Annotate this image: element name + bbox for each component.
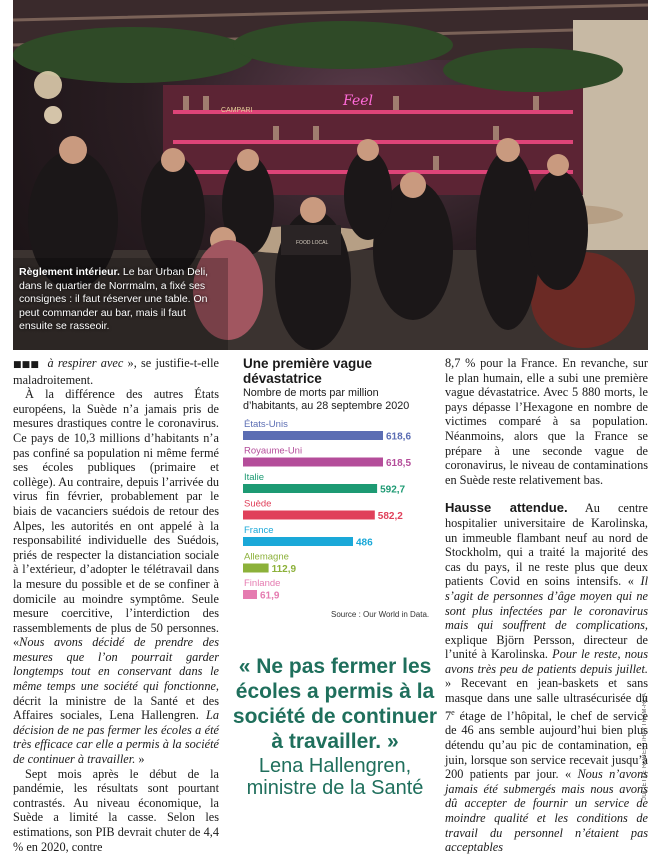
chart-value-label: 486	[356, 537, 373, 549]
paragraph: Sept mois après le début de la pandémie, les résultats sont pourtant contrastés. Au niveau économique, la Suède a limité la casse. Selon les estimations, son PIB devrait chuter de 4,4 % en 2020, contre	[13, 766, 219, 854]
chart-value-label: 582,2	[377, 511, 403, 522]
chart-category-label: États-Unis	[244, 419, 288, 430]
chart-source: Source : Our World in Data.	[331, 610, 430, 619]
chart-value-label: 61,9	[260, 590, 280, 602]
article-column-3	[445, 356, 648, 855]
quote-fragment: La décision de ne pas fermer les écoles a été très efficace car elle a permis à la société de continuer à travailler.	[13, 708, 219, 767]
pull-quote	[226, 654, 444, 799]
superscript: e	[451, 707, 455, 717]
continuation-marks: ■■■	[13, 360, 39, 370]
text-run: À la différence des autres États européens, la Suède n’a jamais pris de mesures drastiques contre le coronavirus. Ce pays de 10,3 millions d’habitants n’a pas confiné sa population ni même fermé ses écoles publiques (primaire et collège). Au contraire, depuis l’arrivée du virus fin février, probablement par le biais de vacanciers suédois de retour des Alpes, les autorités en ont appelé à la responsabilité individuelle des Suédois, priés de respecter la distanciation sociale à l’extérieur, d’adopter le télétravail dans la mesure du possible et de se confiner à domicile au moindre symptôme. Seule mesure coercitive, l’interdiction des rassemblements de plus de 50 personnes. «	[13, 387, 219, 650]
quote-fragment: Pour le reste, nous avons très peu de patients depuis juillet.	[445, 647, 648, 676]
pull-quote-author: Lena Hallengren, ministre de la Santé	[246, 755, 424, 799]
chart-bar	[243, 511, 375, 520]
paragraph	[13, 387, 219, 766]
caption-lead: Règlement intérieur.	[19, 266, 120, 278]
text-run: »	[135, 752, 145, 767]
shirt-print: FOOD LOCAL	[296, 240, 329, 246]
paragraph	[445, 501, 648, 854]
chart-category-label: Allemagne	[244, 551, 289, 563]
caption-text: Le bar Urban Deli, dans le quartier de Norrmalm, a fixé ses consignes : il faut réserver une table. On peut commander au bar, mais il faut ensuite se rasseoir.	[19, 266, 209, 332]
text-run: explique Björn Persson, directeur de l’unité à Karolinska.	[445, 632, 648, 662]
text-run: Au centre hospitalier universitaire de Karolinska, un immeuble flambant neuf au nord de Stockholm, qui a traité la majorité des cas du pays, il ne reste plus que deux patients Covid en soins intensifs. «	[445, 501, 648, 589]
pull-quote-text: « Ne pas fermer les écoles a permis à la société de continuer à travailler. »	[232, 655, 438, 753]
photo-credit: JULIETTE ROBERT/HAYTHAM-REA	[642, 692, 648, 800]
text-run: étage de l’hôpital, le chef de service de 46 ans semble aujourd’hui bien plus détendu qu’au pic de contamination, en juin, lorsque son service recevait jusqu’à 200 patients par jour. «	[445, 708, 648, 782]
article-column-1	[13, 356, 219, 854]
quote-fragment: Nous avons décidé de prendre des mesures que l’on pourrait garder longtemps tout en conservant dans le même temps une société qui fonctionne,	[13, 635, 219, 694]
chart-category-label: Italie	[244, 472, 265, 483]
text-run: décrit la ministre de la Santé et des Affaires sociales, Lena Hallengren.	[13, 693, 219, 723]
chart-value-label: 592,7	[380, 484, 406, 496]
chart-bar	[243, 590, 257, 599]
quote-fragment: Nous n’avons jamais été submergés mais nous avons dû accepter de fournir un service de moindre qualité et les conditions de travail du personnel n’étaient pas acceptables	[445, 767, 649, 855]
section-lead: Hausse attendue.	[445, 500, 568, 516]
campari-sign: CAMPARI	[221, 107, 253, 114]
quote-fragment: à respirer avec	[47, 356, 124, 370]
chart-plot-area	[243, 418, 413, 618]
paragraph: 8,7 % pour la France. En revanche, sur le plan humain, elle a subi une première vague dévastatrice. Avec 5 880 morts, le pays dépasse l’Hexagone en nombre de victimes comparé à sa population. Néanmoins, alors que la France se prépare à une seconde vague de coronavirus, le niveau de contaminations en Suède reste relativement bas.	[445, 356, 648, 487]
chart-value-label: 618,6	[386, 431, 412, 443]
text-run: », se justifie-t-elle maladroitement.	[13, 356, 220, 387]
text-run: » Recevant en jean-baskets et sans masque dans une salle ultrasécurisée du 7	[445, 676, 648, 723]
photo-caption	[19, 266, 219, 334]
chart-bar	[243, 458, 383, 467]
chart-bar	[243, 431, 383, 440]
chart-category-label: Finlande	[244, 578, 281, 589]
chart-title: Une première vague dévastatrice	[243, 356, 373, 386]
chart-bar	[243, 537, 353, 546]
quote-fragment: Il s’agit de personnes d’âge moyen qui ne sont plus infectées par le coronavirus mais qui souffrent de complications,	[445, 574, 648, 633]
chart-value-label: 112,9	[271, 564, 297, 575]
chart-subtitle: Nombre de morts par million d’habitants, au 28 septembre 2020	[243, 387, 410, 412]
neon-sign: Feel	[343, 93, 373, 109]
chart-bar	[243, 484, 377, 493]
bar-photo	[13, 0, 648, 350]
deaths-bar-chart	[243, 356, 430, 624]
chart-category-label: Suède	[244, 498, 272, 510]
chart-category-label: France	[244, 525, 274, 536]
chart-category-label: Royaume-Uni	[244, 445, 303, 457]
chart-bar	[243, 564, 269, 573]
paragraph-continuation	[13, 356, 219, 387]
chart-value-label: 618,5	[386, 458, 412, 469]
